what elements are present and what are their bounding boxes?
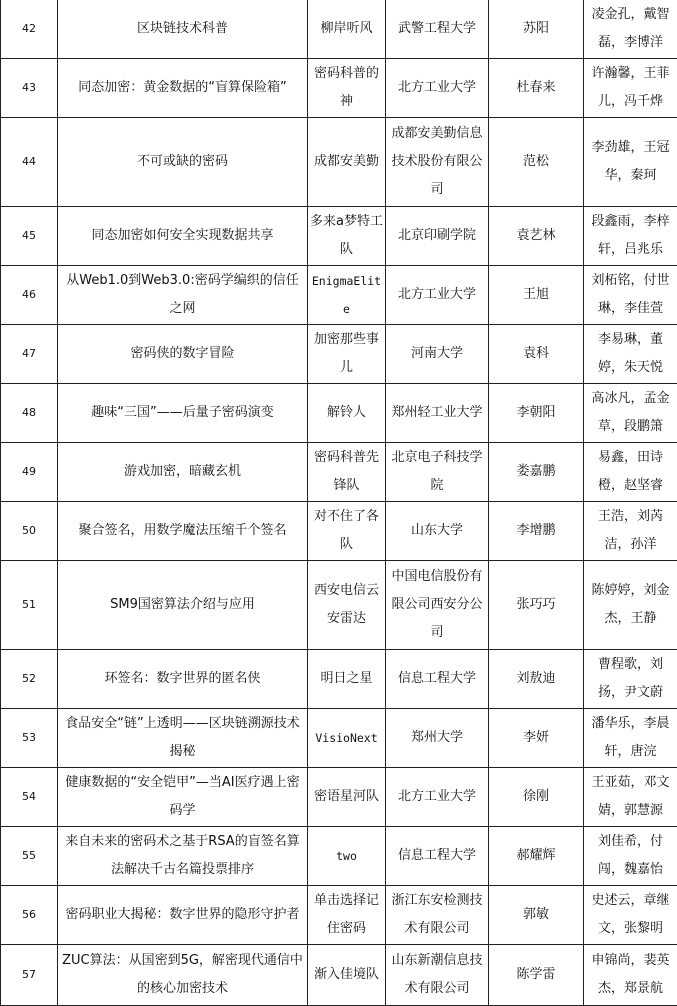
cell-organization: 成都安美勤信息技术股份有限公司 bbox=[386, 118, 489, 207]
cell-team: 密码科普的神 bbox=[308, 59, 386, 118]
cell-members: 易鑫，田诗橙，赵坚睿 bbox=[584, 443, 677, 502]
cell-advisor: 李增鹏 bbox=[489, 502, 584, 561]
cell-title: 食品安全“链”上透明——区块链溯源技术揭秘 bbox=[58, 709, 308, 768]
cell-organization: 浙江东安检测技术有限公司 bbox=[386, 886, 489, 945]
cell-organization: 北方工业大学 bbox=[386, 768, 489, 827]
cell-number: 44 bbox=[1, 118, 58, 207]
cell-advisor: 李朝阳 bbox=[489, 384, 584, 443]
cell-team: 单击选择记住密码 bbox=[308, 886, 386, 945]
cell-number: 53 bbox=[1, 709, 58, 768]
cell-number: 54 bbox=[1, 768, 58, 827]
table-row bbox=[1, 827, 677, 886]
cell-title: 健康数据的“安全铠甲”—当AI医疗遇上密码学 bbox=[58, 768, 308, 827]
cell-number: 49 bbox=[1, 443, 58, 502]
cell-members: 凌金孔，戴智磊，李博洋 bbox=[584, 0, 677, 59]
table-row bbox=[1, 945, 677, 1006]
cell-title: 趣味“三国”——后量子密码演变 bbox=[58, 384, 308, 443]
cell-number: 42 bbox=[1, 0, 58, 59]
cell-number: 43 bbox=[1, 59, 58, 118]
table-row bbox=[1, 384, 677, 443]
table-row bbox=[1, 59, 677, 118]
cell-title: 密码职业大揭秘：数字世界的隐形守护者 bbox=[58, 886, 308, 945]
table-row bbox=[1, 709, 677, 768]
cell-title: 环签名：数字世界的匿名侠 bbox=[58, 650, 308, 709]
cell-members: 李易琳，董婷，朱天悦 bbox=[584, 325, 677, 384]
cell-advisor: 郝耀辉 bbox=[489, 827, 584, 886]
cell-members: 许瀚馨，王菲儿，冯千烨 bbox=[584, 59, 677, 118]
cell-title: 从Web1.0到Web3.0:密码学编织的信任之网 bbox=[58, 266, 308, 325]
cell-team: EnigmaElite bbox=[308, 266, 386, 325]
cell-number: 51 bbox=[1, 561, 58, 650]
cell-members: 段鑫雨，李梓轩，吕兆乐 bbox=[584, 207, 677, 266]
cell-advisor: 苏阳 bbox=[489, 0, 584, 59]
cell-number: 47 bbox=[1, 325, 58, 384]
cell-team: 柳岸听风 bbox=[308, 0, 386, 59]
cell-members: 潘华乐，李晨轩，唐浣 bbox=[584, 709, 677, 768]
cell-number: 45 bbox=[1, 207, 58, 266]
cell-number: 57 bbox=[1, 945, 58, 1006]
cell-organization: 北方工业大学 bbox=[386, 59, 489, 118]
cell-members: 高冰凡，孟金草，段鹏箫 bbox=[584, 384, 677, 443]
cell-organization: 山东新潮信息技术有限公司 bbox=[386, 945, 489, 1006]
table-row bbox=[1, 443, 677, 502]
cell-title: 区块链技术科普 bbox=[58, 0, 308, 59]
cell-number: 46 bbox=[1, 266, 58, 325]
cell-number: 56 bbox=[1, 886, 58, 945]
table-row bbox=[1, 886, 677, 945]
cell-team: 多来a梦特工队 bbox=[308, 207, 386, 266]
cell-number: 48 bbox=[1, 384, 58, 443]
cell-organization: 信息工程大学 bbox=[386, 650, 489, 709]
cell-organization: 郑州大学 bbox=[386, 709, 489, 768]
cell-team: 明日之星 bbox=[308, 650, 386, 709]
cell-advisor: 王旭 bbox=[489, 266, 584, 325]
table-row bbox=[1, 502, 677, 561]
table-body bbox=[1, 0, 677, 1006]
cell-advisor: 李妍 bbox=[489, 709, 584, 768]
cell-title: 游戏加密，暗藏玄机 bbox=[58, 443, 308, 502]
table-row bbox=[1, 118, 677, 207]
cell-team: 对不住了各队 bbox=[308, 502, 386, 561]
table-row bbox=[1, 266, 677, 325]
table-row bbox=[1, 325, 677, 384]
cell-title: SM9国密算法介绍与应用 bbox=[58, 561, 308, 650]
cell-team: two bbox=[308, 827, 386, 886]
cell-advisor: 陈学雷 bbox=[489, 945, 584, 1006]
cell-members: 李劲雄，王冠华，秦珂 bbox=[584, 118, 677, 207]
cell-members: 刘柘铭，付世琳，李佳萱 bbox=[584, 266, 677, 325]
cell-team: 解铃人 bbox=[308, 384, 386, 443]
cell-members: 陈婷婷，刘金杰，王静 bbox=[584, 561, 677, 650]
cell-advisor: 范松 bbox=[489, 118, 584, 207]
cell-members: 史述云，章继文，张黎明 bbox=[584, 886, 677, 945]
cell-advisor: 徐刚 bbox=[489, 768, 584, 827]
cell-advisor: 张巧巧 bbox=[489, 561, 584, 650]
cell-organization: 信息工程大学 bbox=[386, 827, 489, 886]
cell-organization: 北京印刷学院 bbox=[386, 207, 489, 266]
cell-team: VisioNext bbox=[308, 709, 386, 768]
table-row bbox=[1, 207, 677, 266]
table-row bbox=[1, 768, 677, 827]
cell-number: 52 bbox=[1, 650, 58, 709]
cell-members: 刘佳希，付闯，魏嘉怡 bbox=[584, 827, 677, 886]
cell-members: 王亚茹，邓文婧，郭慧源 bbox=[584, 768, 677, 827]
cell-advisor: 娄嘉鹏 bbox=[489, 443, 584, 502]
cell-team: 加密那些事儿 bbox=[308, 325, 386, 384]
table-row bbox=[1, 561, 677, 650]
cell-advisor: 刘敖迪 bbox=[489, 650, 584, 709]
cell-organization: 中国电信股份有限公司西安分公司 bbox=[386, 561, 489, 650]
cell-title: 不可或缺的密码 bbox=[58, 118, 308, 207]
cell-advisor: 郭敏 bbox=[489, 886, 584, 945]
cell-members: 申锦尚，裴英杰，郑景航 bbox=[584, 945, 677, 1006]
cell-team: 密码科普先锋队 bbox=[308, 443, 386, 502]
cell-number: 50 bbox=[1, 502, 58, 561]
cell-number: 55 bbox=[1, 827, 58, 886]
cell-advisor: 杜春来 bbox=[489, 59, 584, 118]
cell-organization: 北京电子科技学院 bbox=[386, 443, 489, 502]
cell-title: 密码侠的数字冒险 bbox=[58, 325, 308, 384]
cell-advisor: 袁艺林 bbox=[489, 207, 584, 266]
cell-members: 王浩，刘芮洁，孙洋 bbox=[584, 502, 677, 561]
cell-organization: 北方工业大学 bbox=[386, 266, 489, 325]
cell-title: 同态加密：黄金数据的“盲算保险箱” bbox=[58, 59, 308, 118]
cell-organization: 郑州轻工业大学 bbox=[386, 384, 489, 443]
table-row bbox=[1, 0, 677, 59]
cell-title: 来自未来的密码术之基于RSA的盲签名算法解决千古名篇投票排序 bbox=[58, 827, 308, 886]
cell-team: 渐入佳境队 bbox=[308, 945, 386, 1006]
cell-title: 同态加密如何安全实现数据共享 bbox=[58, 207, 308, 266]
cell-members: 曹程歌，刘扬，尹文蔚 bbox=[584, 650, 677, 709]
cell-title: ZUC算法：从国密到5G，解密现代通信中的核心加密技术 bbox=[58, 945, 308, 1006]
cell-organization: 河南大学 bbox=[386, 325, 489, 384]
table-row bbox=[1, 650, 677, 709]
cell-title: 聚合签名，用数学魔法压缩千个签名 bbox=[58, 502, 308, 561]
cell-organization: 武警工程大学 bbox=[386, 0, 489, 59]
cell-team: 西安电信云安雷达 bbox=[308, 561, 386, 650]
cell-team: 密语星河队 bbox=[308, 768, 386, 827]
cell-organization: 山东大学 bbox=[386, 502, 489, 561]
cell-team: 成都安美勤 bbox=[308, 118, 386, 207]
cell-advisor: 袁科 bbox=[489, 325, 584, 384]
